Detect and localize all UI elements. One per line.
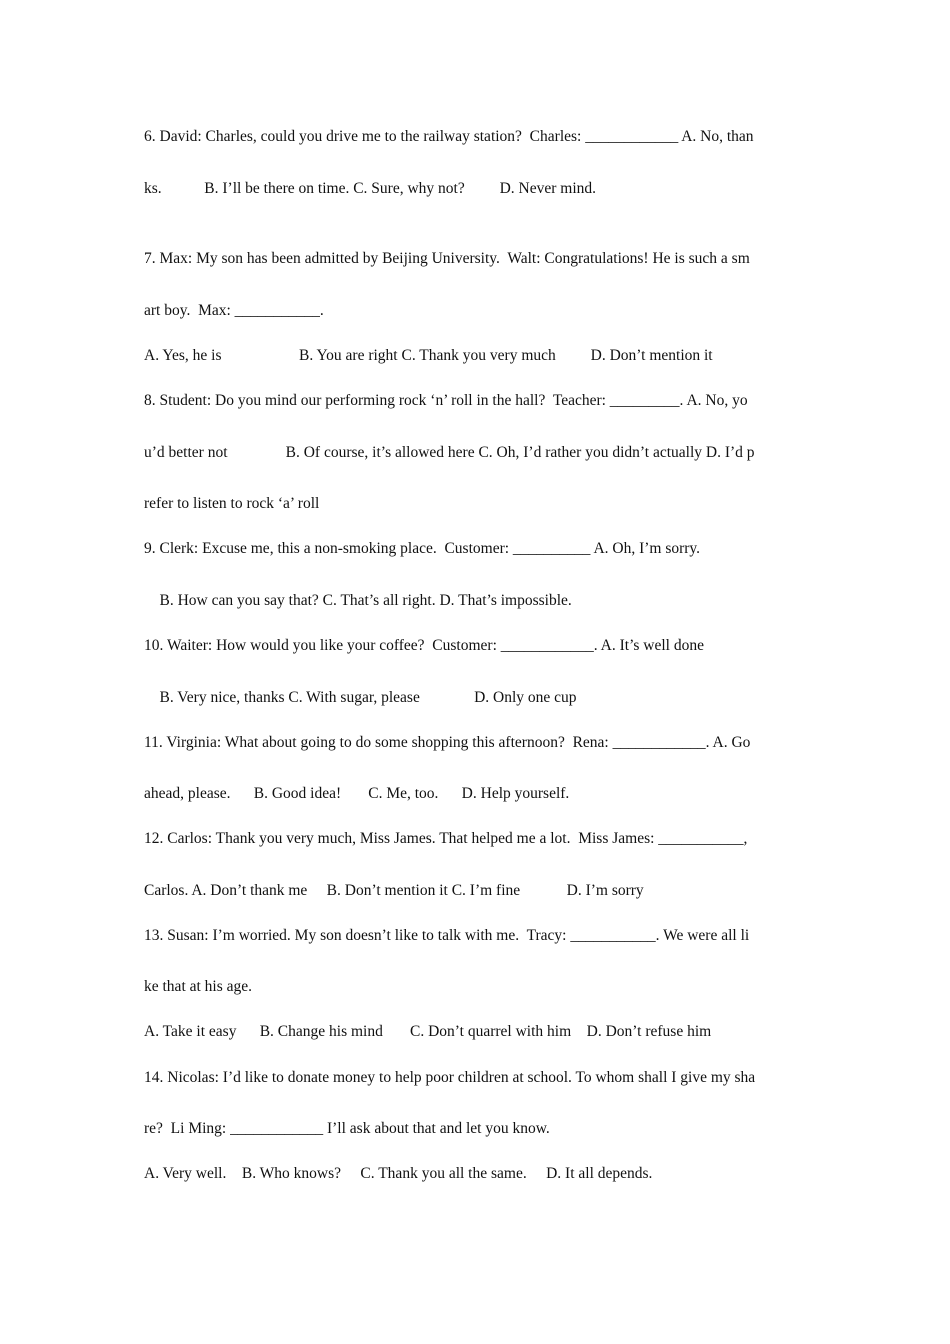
q13-options: A. Take it easy B. Change his mind C. Don’t quarrel with him D. Don’t refuse him — [144, 1023, 712, 1040]
q13-line-1: 13. Susan: I’m worried. My son doesn’t like to talk with me. Tracy: ___________. We were all li — [144, 927, 750, 944]
q7-line-1: 7. Max: My son has been admitted by Beijing University. Walt: Congratulations! He is such a sm — [144, 250, 750, 267]
q8-line-1: 8. Student: Do you mind our performing rock ‘n’ roll in the hall? Teacher: _________. A. No, yo — [144, 392, 748, 409]
q10-options: B. Very nice, thanks C. With sugar, please D. Only one cup — [144, 689, 577, 706]
q12-line-1: 12. Carlos: Thank you very much, Miss James. That helped me a lot. Miss James: ___________, — [144, 830, 748, 847]
q6-line-1: 6. David: Charles, could you drive me to the railway station? Charles: ____________ A. No, than — [144, 128, 754, 145]
q9-options: B. How can you say that? C. That’s all right. D. That’s impossible. — [144, 592, 572, 609]
q8-line-2: u’d better not B. Of course, it’s allowed here C. Oh, I’d rather you didn’t actually D. I’d p — [144, 444, 755, 461]
q14-options: A. Very well. B. Who knows? C. Thank you all the same. D. It all depends. — [144, 1165, 653, 1182]
q11-line-2: ahead, please. B. Good idea! C. Me, too. D. Help yourself. — [144, 785, 570, 802]
q9-line-1: 9. Clerk: Excuse me, this a non-smoking place. Customer: __________ A. Oh, I’m sorry. — [144, 540, 701, 557]
q12-line-2: Carlos. A. Don’t thank me B. Don’t mention it C. I’m fine D. I’m sorry — [144, 882, 644, 899]
q14-line-1: 14. Nicolas: I’d like to donate money to help poor children at school. To whom shall I give my sha — [144, 1069, 756, 1086]
q10-line-1: 10. Waiter: How would you like your coffee? Customer: ____________. A. It’s well done — [144, 637, 704, 654]
q14-line-2: re? Li Ming: ____________ I’ll ask about that and let you know. — [144, 1120, 550, 1137]
q8-line-3: refer to listen to rock ‘a’ roll — [144, 495, 320, 512]
q6-line-2: ks. B. I’ll be there on time. C. Sure, why not? D. Never mind. — [144, 180, 597, 197]
q13-line-2: ke that at his age. — [144, 978, 253, 995]
q7-options: A. Yes, he is B. You are right C. Thank you very much D. Don’t mention it — [144, 347, 713, 364]
q7-line-2: art boy. Max: ___________. — [144, 302, 324, 319]
q11-line-1: 11. Virginia: What about going to do some shopping this afternoon? Rena: ____________. A. Go — [144, 734, 751, 751]
